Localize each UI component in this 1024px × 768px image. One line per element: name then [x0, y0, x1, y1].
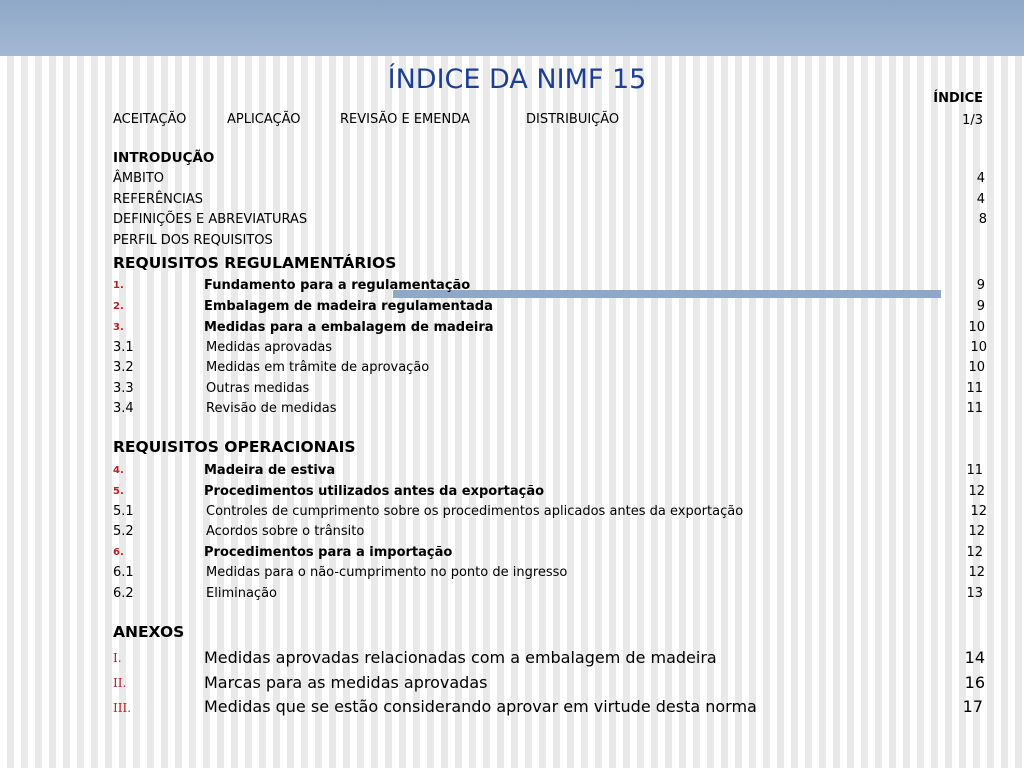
- toc-item-label[interactable]: Revisão de medidas: [206, 401, 337, 416]
- toc-item-page: 10: [968, 360, 985, 375]
- annex-number: II.: [113, 676, 127, 690]
- toc-item-label[interactable]: Medidas em trâmite de aprovação: [206, 360, 430, 375]
- toc-item-page: 11: [966, 401, 983, 416]
- toc-item-label[interactable]: Outras medidas: [206, 381, 310, 396]
- toc-item-label[interactable]: PERFIL DOS REQUISITOS: [113, 233, 273, 248]
- toc-item-number: 6.: [113, 547, 124, 558]
- toc-item-page: 9: [976, 278, 985, 293]
- nav-distribuicao[interactable]: DISTRIBUIÇÃO: [526, 112, 620, 127]
- toc-item-page: 4: [976, 171, 985, 186]
- toc-item-number: 3.1: [113, 340, 134, 355]
- toc-item-number: 3.4: [113, 401, 134, 416]
- toc-item-number: 4.: [113, 465, 124, 476]
- annex-page: 17: [962, 697, 983, 716]
- nav-revisao-emenda[interactable]: REVISÃO E EMENDA: [340, 112, 470, 127]
- toc-item-number: 6.1: [113, 565, 134, 580]
- toc-item-page: 4: [976, 192, 985, 207]
- toc-item-page: 11: [966, 381, 983, 396]
- toc-item-number: 2.: [113, 301, 124, 312]
- annex-number: I.: [113, 651, 122, 665]
- toc-item-label[interactable]: Fundamento para a regulamentação: [204, 278, 471, 293]
- toc-item-label[interactable]: Procedimentos para a importação: [204, 545, 453, 560]
- toc-item-label[interactable]: Medidas aprovadas: [206, 340, 333, 355]
- toc-item-label[interactable]: Madeira de estiva: [204, 463, 336, 478]
- toc-item-page: 12: [970, 504, 987, 519]
- toc-item-label[interactable]: Medidas para a embalagem de madeira: [204, 320, 494, 335]
- toc-item-page: 10: [970, 340, 987, 355]
- toc-item-number: 3.2: [113, 360, 134, 375]
- accent-line: [393, 290, 941, 298]
- toc-item-page: 13: [966, 586, 983, 601]
- toc-item-label[interactable]: REFERÊNCIAS: [113, 192, 203, 207]
- page-title: ÍNDICE DA NIMF 15: [387, 64, 647, 95]
- toc-item-page: 11: [966, 463, 983, 478]
- toc-item-number: 3.3: [113, 381, 134, 396]
- nav-aceitacao[interactable]: ACEITAÇÃO: [113, 112, 187, 127]
- toc-item-label[interactable]: DEFINIÇÕES E ABREVIATURAS: [113, 212, 308, 227]
- toc-item-label[interactable]: Embalagem de madeira regulamentada: [204, 299, 493, 314]
- header-band: [0, 0, 1024, 56]
- annex-number: III.: [113, 701, 132, 715]
- toc-item-page: 12: [968, 524, 985, 539]
- toc-item-page: 9: [976, 299, 985, 314]
- operational-heading: REQUISITOS OPERACIONAIS: [113, 438, 356, 456]
- toc-item-page: 12: [968, 565, 985, 580]
- toc-item-number: 6.2: [113, 586, 134, 601]
- toc-item-label[interactable]: Acordos sobre o trânsito: [206, 524, 365, 539]
- toc-item-label[interactable]: Procedimentos utilizados antes da exportação: [204, 484, 545, 499]
- nav-aplicacao[interactable]: APLICAÇÃO: [227, 112, 301, 127]
- regulatory-heading: REQUISITOS REGULAMENTÁRIOS: [113, 254, 397, 272]
- page-counter: 1/3: [962, 113, 983, 128]
- index-label: ÍNDICE: [933, 91, 983, 106]
- toc-item-number: 5.1: [113, 504, 134, 519]
- toc-item-number: 5.2: [113, 524, 134, 539]
- toc-item-page: 12: [968, 484, 985, 499]
- annex-page: 16: [964, 673, 985, 692]
- toc-item-page: 12: [966, 545, 983, 560]
- toc-item-label[interactable]: Controles de cumprimento sobre os procedimentos aplicados antes da exportação: [206, 504, 744, 519]
- toc-item-page: 8: [978, 212, 987, 227]
- toc-item-number: 3.: [113, 322, 124, 333]
- toc-item-label[interactable]: Medidas para o não-cumprimento no ponto de ingresso: [206, 565, 568, 580]
- toc-item-number: 5.: [113, 486, 124, 497]
- toc-item-label[interactable]: Eliminação: [206, 586, 277, 601]
- annex-label[interactable]: Medidas aprovadas relacionadas com a embalagem de madeira: [204, 648, 717, 667]
- toc-item-page: 10: [968, 320, 985, 335]
- annexes-heading: ANEXOS: [113, 623, 185, 641]
- annex-label[interactable]: Medidas que se estão considerando aprovar em virtude desta norma: [204, 697, 757, 716]
- toc-item-number: 1.: [113, 280, 124, 291]
- toc-item-label[interactable]: ÂMBITO: [113, 171, 165, 186]
- annex-page: 14: [964, 648, 985, 667]
- annex-label[interactable]: Marcas para as medidas aprovadas: [204, 673, 488, 692]
- intro-heading: INTRODUÇÃO: [113, 150, 215, 166]
